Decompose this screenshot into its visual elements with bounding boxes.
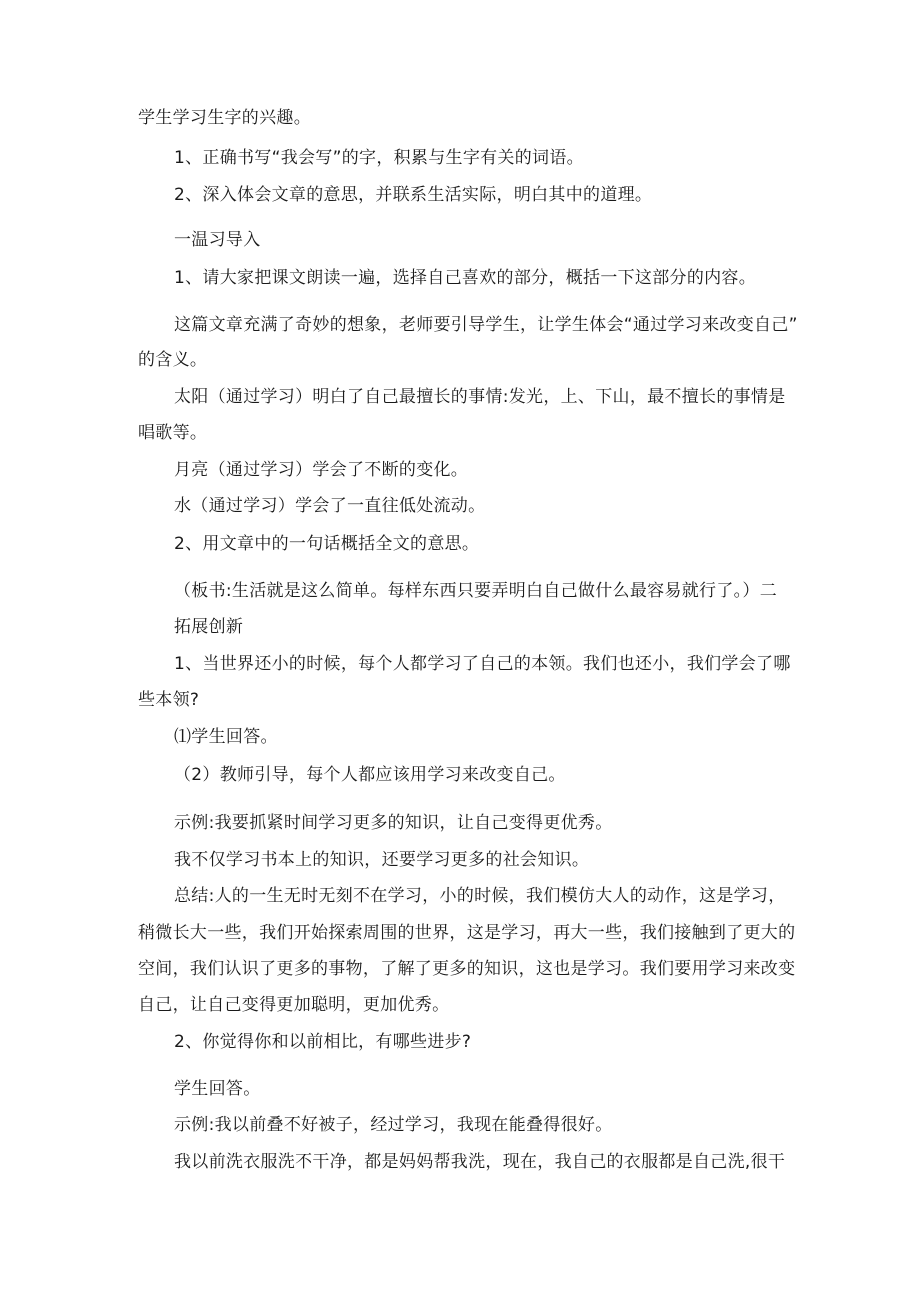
paragraph-line: 1、请大家把课文朗读一遍，选择自己喜欢的部分，概括一下这部分的内容。 (174, 268, 757, 288)
paragraph-line: 学生学习生字的兴趣。 (138, 108, 311, 128)
paragraph-line: 太阳（通过学习）明白了自己最擅长的事情:发光，上、下山，最不擅长的事情是 (174, 387, 786, 407)
paragraph-line: 这篇文章充满了奇妙的想象，老师要引导学生，让学生体会“通过学习来改变自己” (174, 315, 798, 335)
paragraph-line: 空间，我们认识了更多的事物，了解了更多的知识，这也是学习。我们要用学习来改变 (138, 959, 796, 979)
paragraph-line: 些本领? (138, 690, 200, 710)
paragraph-line: 我不仅学习书本上的知识，还要学习更多的社会知识。 (174, 850, 590, 870)
paragraph-line: 1、正确书写“我会写”的字，积累与生字有关的词语。 (174, 148, 584, 168)
paragraph-line: 月亮（通过学习）学会了不断的变化。 (174, 460, 469, 480)
section-heading: 拓展创新 (174, 617, 244, 637)
paragraph-line: 的含义。 (138, 350, 208, 370)
paragraph-line: 水（通过学习）学会了一直往低处流动。 (174, 496, 486, 516)
paragraph-line: 学生回答。 (174, 1079, 261, 1099)
paragraph-line: 2、深入体会文章的意思，并联系生活实际，明白其中的道理。 (174, 185, 653, 205)
paragraph-line: 稍微长大一些，我们开始探索周围的世界，这是学习，再大一些，我们接触到了更大的 (138, 923, 796, 943)
paragraph-line: （板书:生活就是这么简单。每样东西只要弄明白自己做什么最容易就行了。）二 (174, 581, 778, 601)
paragraph-line: ⑴学生回答。 (174, 727, 278, 747)
paragraph-line: 示例:我以前叠不好被子，经过学习，我现在能叠得很好。 (174, 1115, 613, 1135)
paragraph-line: 2、用文章中的一句话概括全文的意思。 (174, 534, 480, 554)
paragraph-line: 我以前洗衣服洗不干净，都是妈妈帮我洗，现在，我自己的衣服都是自己洗,很干 (174, 1152, 786, 1172)
paragraph-line: 2、你觉得你和以前相比，有哪些进步? (174, 1032, 472, 1052)
section-heading: 一温习导入 (174, 230, 261, 250)
paragraph-line: 示例:我要抓紧时间学习更多的知识，让自己变得更优秀。 (174, 813, 613, 833)
paragraph-line: 1、当世界还小的时候，每个人都学习了自己的本领。我们也还小，我们学会了哪 (174, 654, 791, 674)
paragraph-line: （2）教师引导，每个人都应该用学习来改变自己。 (174, 765, 566, 785)
paragraph-line: 唱歌等。 (138, 423, 208, 443)
paragraph-line: 自己，让自己变得更加聪明，更加优秀。 (138, 995, 450, 1015)
paragraph-line: 总结:人的一生无时无刻不在学习，小的时候，我们模仿大人的动作，这是学习， (174, 886, 786, 906)
